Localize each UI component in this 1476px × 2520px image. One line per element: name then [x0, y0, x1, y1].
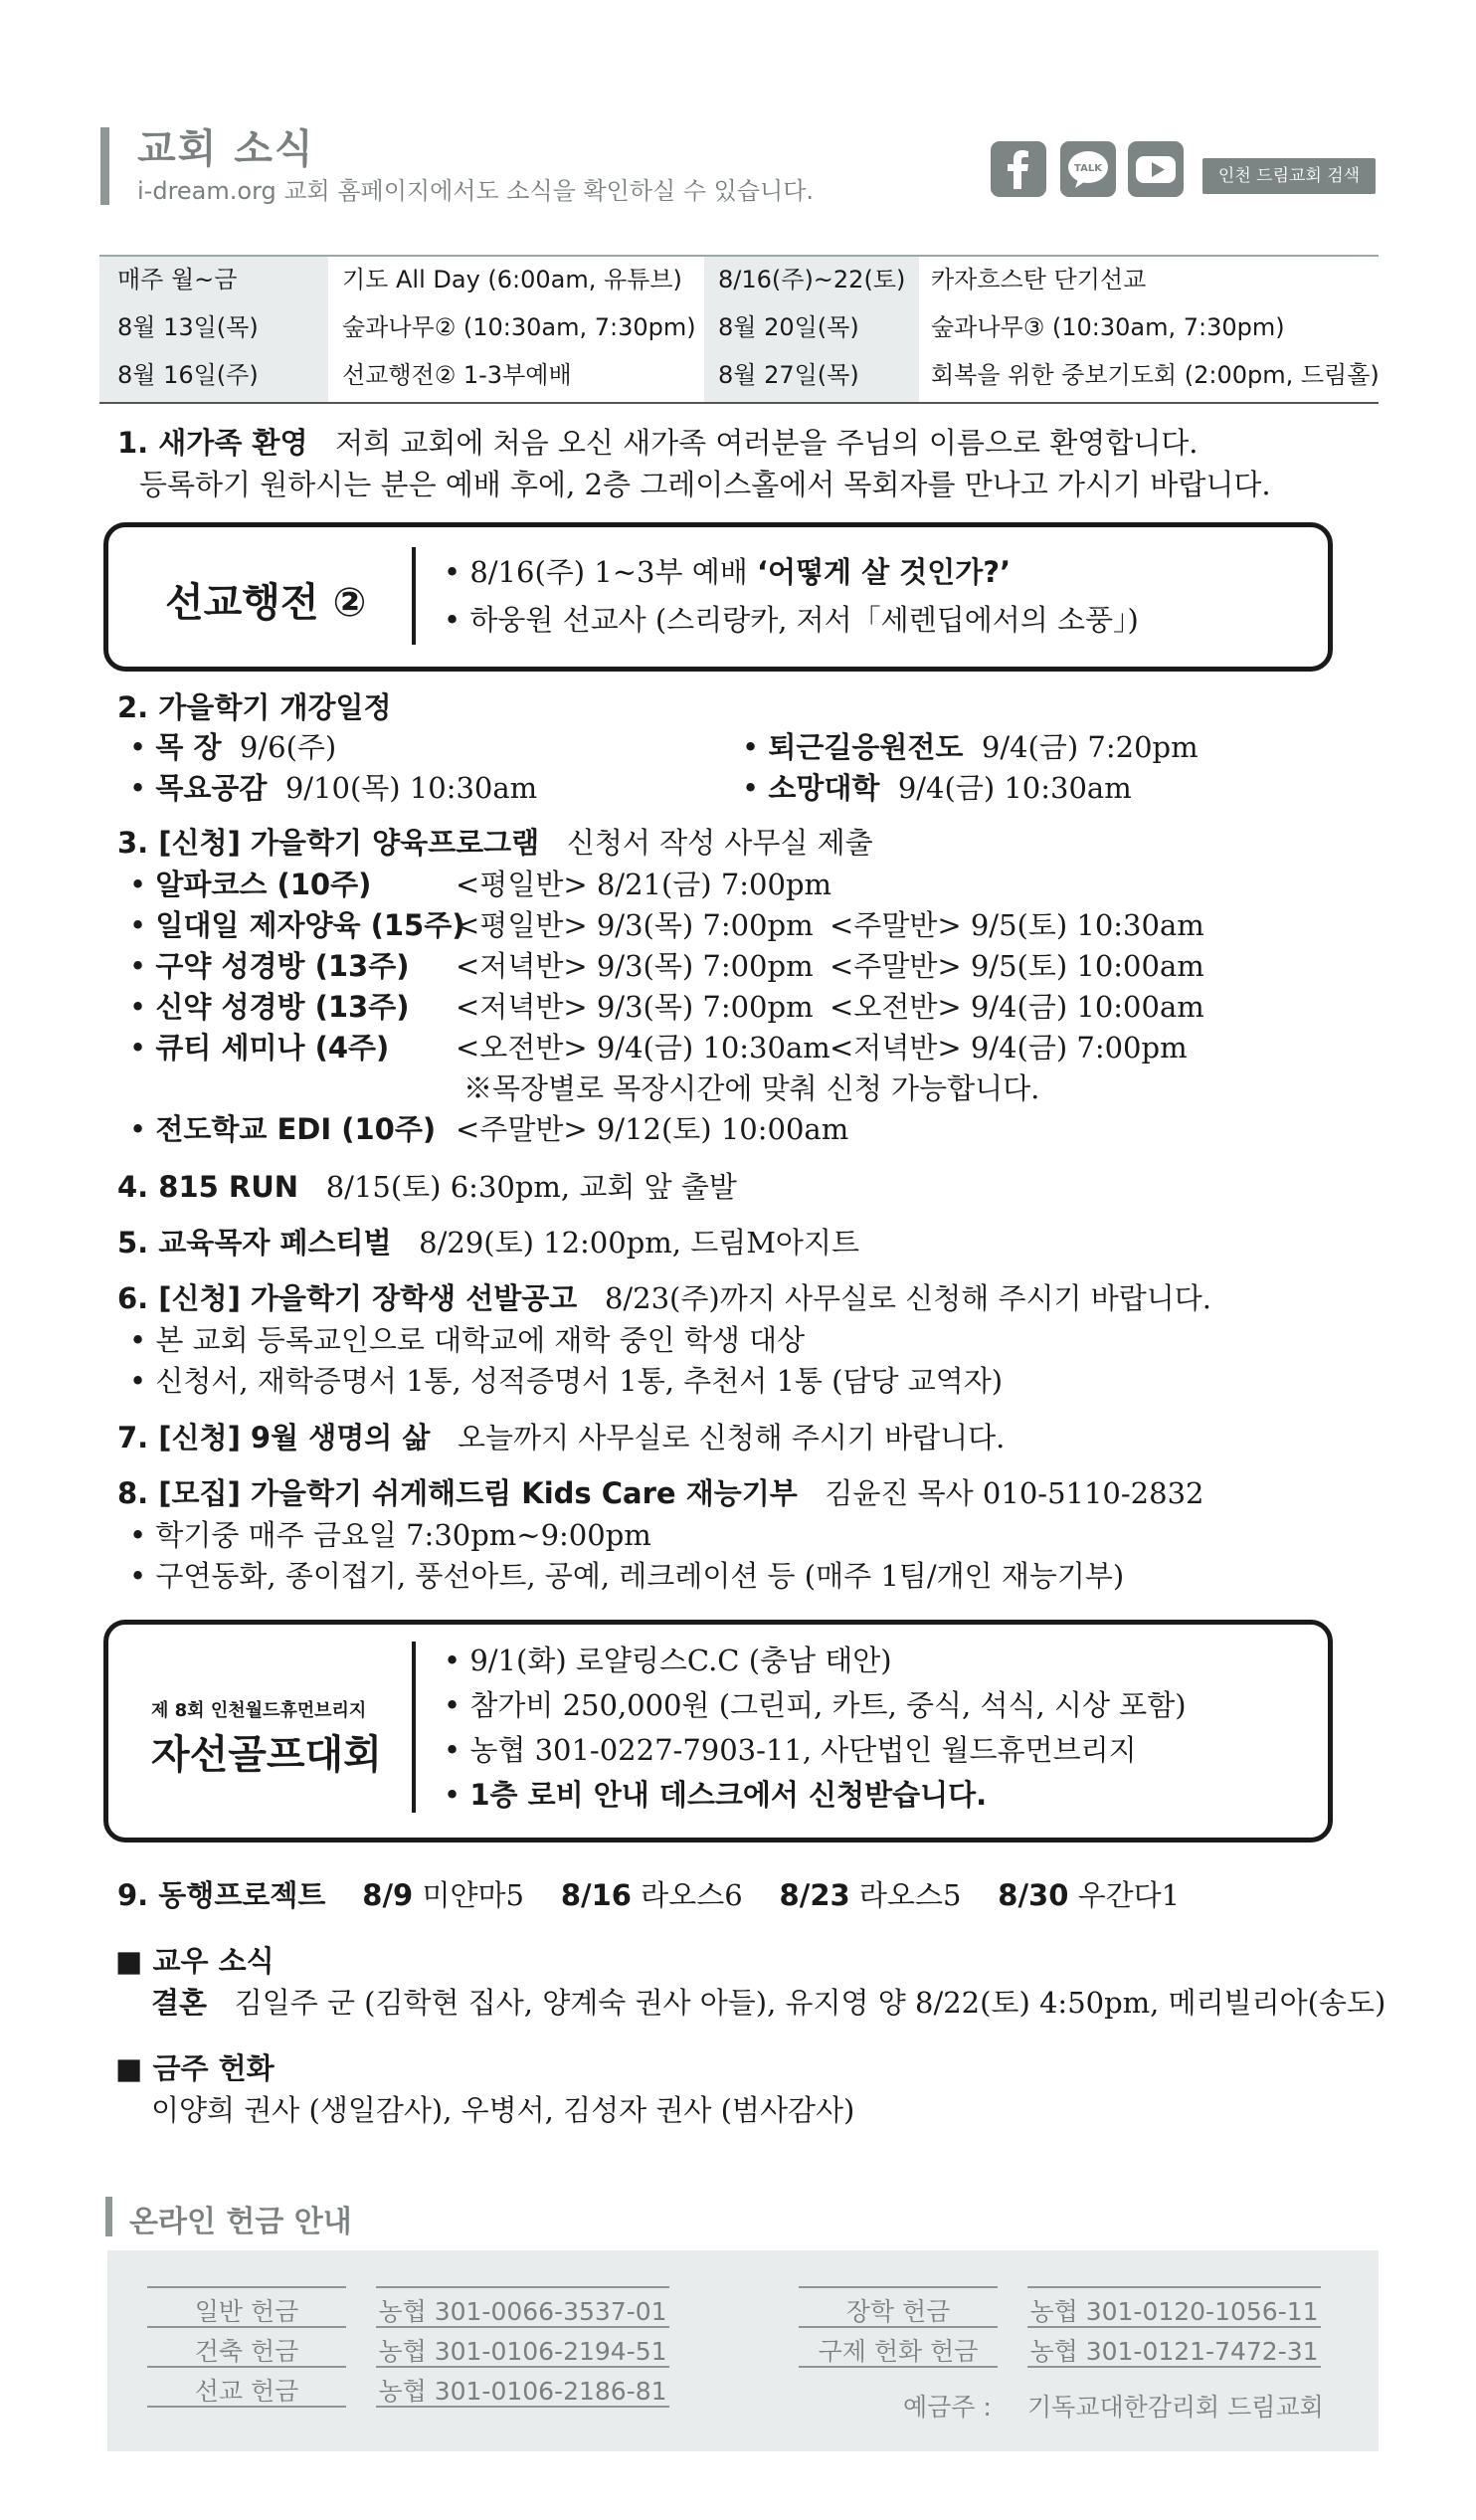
- item-3-note: 신청서 작성 사무실 제출: [566, 826, 873, 860]
- golf-bullet: • 1층 로비 안내 데스크에서 신청받습니다.: [444, 1778, 988, 1812]
- item-6-title: 6. [신청] 가을학기 장학생 선발공고: [117, 1281, 578, 1315]
- page-subtitle: i-dream.org 교회 홈페이지에서도 소식을 확인하실 수 있습니다.: [137, 177, 815, 205]
- item-1: [117, 424, 1198, 462]
- item-7-text: 오늘까지 사무실로 신청해 주시기 바랍니다.: [458, 1421, 1006, 1454]
- item-1-text-2: 등록하기 원하시는 분은 예배 후에, 2층 그레이스홀에서 목회자를 만나고 가시기 바랍니다.: [139, 468, 1271, 501]
- golf-box-small: 제 8회 인천월드휴먼브리지: [151, 1700, 367, 1721]
- project-date: 8/30: [998, 1878, 1069, 1912]
- program-row: • 일대일 제자양육 (15주): [129, 908, 465, 942]
- bullet-text: 농협 301-0227-7903-11, 사단법인 월드휴먼브리지: [469, 1733, 1137, 1767]
- schedule-cell: 기도 All Day (6:00am, 유튜브): [342, 266, 682, 293]
- program-s2: <저녁반> 9/4(금) 7:00pm: [830, 1031, 1188, 1065]
- divider: [1027, 2366, 1321, 2368]
- online-giving-panel: [107, 2250, 1379, 2451]
- giving-label: 건축 헌금: [194, 2337, 299, 2366]
- giving-label: 일반 헌금: [194, 2297, 299, 2326]
- project-place: 우간다1: [1077, 1878, 1181, 1912]
- mission-line-1: • 8/16(주) 1~3부 예배 ‘어떻게 살 것인가?’: [444, 555, 1012, 589]
- divider: [147, 2366, 346, 2368]
- item-1-text: 저희 교회에 처음 오신 새가족 여러분을 주님의 이름으로 환영합니다.: [335, 426, 1199, 460]
- item-8-text: 김윤진 목사 010-5110-2832: [825, 1476, 1204, 1510]
- entry-name: 목 장: [155, 730, 222, 764]
- divider: [147, 2406, 346, 2408]
- bullet-text: 참가비 250,000원 (그린피, 카트, 중식, 석식, 시상 포함): [469, 1688, 1187, 1722]
- item-2-entry: • 목 장 9/6(주): [129, 730, 337, 764]
- program-name: 알파코스 (10주): [155, 868, 372, 901]
- item-9-title: 9. 동행프로젝트: [117, 1878, 326, 1912]
- program-name: 큐티 세미나 (4주): [155, 1031, 390, 1065]
- golf-bullet: • 참가비 250,000원 (그린피, 카트, 중식, 석식, 시상 포함): [444, 1688, 1187, 1722]
- schedule-cell: 선교행전② 1-3부예배: [342, 361, 572, 389]
- divider: [799, 2286, 998, 2288]
- schedule-cell: 8/16(주)~22(토): [718, 266, 906, 293]
- program-row: • 큐티 세미나 (4주): [129, 1031, 390, 1065]
- program-row: • 구약 성경방 (13주): [129, 949, 410, 983]
- schedule-cell: 8월 20일(목): [718, 313, 859, 341]
- news-text: 김일주 군 (김학현 집사, 양계숙 권사 아들), 유지영 양 8/22(토) 4:50pm, 메리빌리아(송도): [234, 1986, 1386, 2020]
- project-place: 미얀마5: [422, 1878, 524, 1912]
- item-3: [117, 824, 873, 862]
- project-place: 라오스5: [858, 1878, 962, 1912]
- giving-label: 장학 헌금: [845, 2297, 951, 2326]
- program-s1: <주말반> 9/12(토) 10:00am: [456, 1112, 849, 1146]
- schedule-cell: 8월 27일(목): [718, 361, 859, 389]
- bullet-text: 구연동화, 종이접기, 풍선아트, 공예, 레크레이션 등 (매주 1팀/개인 재능기부): [155, 1559, 1125, 1593]
- schedule-cell: 카자흐스탄 단기선교: [931, 266, 1147, 293]
- program-row: • 신약 성경방 (13주): [129, 990, 410, 1024]
- schedule-cell: 숲과나무③ (10:30am, 7:30pm): [931, 313, 1285, 341]
- giving-account: 농협 301-0121-7472-31: [1029, 2337, 1319, 2366]
- project-date: 8/23: [779, 1878, 850, 1912]
- bullet-text: 학기중 매주 금요일 7:30pm~9:00pm: [155, 1518, 651, 1552]
- footer-title: 온라인 헌금 안내: [129, 2205, 352, 2239]
- giving-account: 농협 301-0106-2186-81: [378, 2377, 667, 2406]
- search-badge[interactable]: 인천 드림교회 검색: [1202, 158, 1376, 194]
- item-6: [117, 1279, 1211, 1317]
- mission-line-1-bold: ‘어떻게 살 것인가?’: [757, 555, 1012, 589]
- bullet-text: 1층 로비 안내 데스크에서 신청받습니다.: [469, 1778, 988, 1812]
- account-holder-label: 예금주 :: [903, 2393, 992, 2422]
- item-2-entry: • 퇴근길응원전도 9/4(금) 7:20pm: [742, 730, 1199, 764]
- divider: [376, 2366, 669, 2368]
- item-6-text: 8/23(주)까지 사무실로 신청해 주시기 바랍니다.: [604, 1281, 1212, 1315]
- schedule-cell: 회복을 위한 중보기도회 (2:00pm, 드림홀): [931, 361, 1380, 389]
- giving-account: 농협 301-0066-3537-01: [378, 2297, 667, 2326]
- item-8-bullet: • 학기중 매주 금요일 7:30pm~9:00pm: [129, 1518, 651, 1552]
- news-label: 결혼: [151, 1986, 208, 2020]
- item-6-bullet: • 신청서, 재학증명서 1통, 성적증명서 1통, 추천서 1통 (담당 교역자): [129, 1364, 1004, 1398]
- entry-date: 9/6(주): [239, 730, 337, 764]
- schedule-cell: 숲과나무② (10:30am, 7:30pm): [342, 313, 696, 341]
- giving-label: 구제 헌화 헌금: [818, 2337, 979, 2366]
- schedule-cell: 8월 16일(주): [117, 361, 259, 389]
- mission-line-1-text: 8/16(주) 1~3부 예배: [469, 555, 748, 589]
- divider: [799, 2326, 998, 2328]
- offering-text: 이양희 권사 (생일감사), 우병서, 김성자 권사 (범사감사): [151, 2093, 855, 2127]
- project-date: 8/16: [560, 1878, 632, 1912]
- divider: [147, 2286, 346, 2288]
- page-title: 교회 소식: [137, 126, 315, 172]
- item-6-bullet: • 본 교회 등록교인으로 대학교에 재학 중인 학생 대상: [129, 1323, 806, 1357]
- kakaotalk-icon[interactable]: [1060, 141, 1116, 197]
- divider: [1027, 2286, 1321, 2288]
- kakaotalk-label: TALK: [1074, 163, 1102, 174]
- youtube-icon[interactable]: [1128, 141, 1184, 197]
- project-date: 8/9: [362, 1878, 414, 1912]
- facebook-icon[interactable]: [991, 141, 1046, 197]
- item-8-bullet: • 구연동화, 종이접기, 풍선아트, 공예, 레크레이션 등 (매주 1팀/개인 재능기부): [129, 1559, 1125, 1593]
- item-5: [117, 1224, 859, 1261]
- header-accent-bar: [100, 127, 109, 205]
- item-5-title: 5. 교육목자 페스티벌: [117, 1226, 392, 1260]
- item-7-title: 7. [신청] 9월 생명의 삶: [117, 1421, 431, 1454]
- bullet-text: 신청서, 재학증명서 1통, 성적증명서 1통, 추천서 1통 (담당 교역자): [155, 1364, 1004, 1398]
- entry-name: 소망대학: [768, 771, 880, 805]
- program-s2: <오전반> 9/4(금) 10:00am: [830, 990, 1204, 1024]
- footer-accent-bar: [105, 2197, 112, 2236]
- divider: [376, 2326, 669, 2328]
- news-title: ■ 교우 소식: [115, 1944, 275, 1978]
- divider: [1027, 2326, 1321, 2328]
- golf-box-divider: [412, 1642, 416, 1813]
- item-4-text: 8/15(토) 6:30pm, 교회 앞 출발: [325, 1170, 737, 1204]
- divider: [376, 2286, 669, 2288]
- program-s1: <평일반> 8/21(금) 7:00pm: [456, 868, 832, 901]
- item-3-title: 3. [신청] 가을학기 양육프로그램: [117, 826, 540, 860]
- program-name: 일대일 제자양육 (15주): [155, 908, 465, 942]
- item-4-title: 4. 815 RUN: [117, 1170, 299, 1204]
- item-2-title: 2. 가을학기 개강일정: [117, 690, 392, 724]
- divider: [376, 2406, 669, 2408]
- item-7: [117, 1419, 1005, 1456]
- mission-box-title: 선교행전 ②: [165, 580, 367, 626]
- entry-date: 9/4(금) 10:30am: [897, 771, 1132, 805]
- account-holder: 기독교대한감리회 드림교회: [1027, 2393, 1324, 2422]
- golf-bullet: • 농협 301-0227-7903-11, 사단법인 월드휴먼브리지: [444, 1733, 1137, 1767]
- giving-label: 선교 헌금: [194, 2377, 299, 2406]
- schedule-cell: 8월 13일(목): [117, 313, 259, 341]
- item-8-title: 8. [모집] 가을학기 쉬게해드림 Kids Care 재능기부: [117, 1476, 798, 1510]
- item-4: [117, 1168, 737, 1206]
- item-2-entry: • 소망대학 9/4(금) 10:30am: [742, 771, 1132, 805]
- program-name: 구약 성경방 (13주): [155, 949, 410, 983]
- bullet-text: 9/1(화) 로얄링스C.C (충남 태안): [469, 1644, 892, 1677]
- mission-box-divider: [412, 547, 416, 645]
- schedule-cell: 매주 월~금: [117, 266, 238, 293]
- offering-title: ■ 금주 헌화: [115, 2051, 275, 2085]
- program-s2: <주말반> 9/5(토) 10:30am: [830, 908, 1204, 942]
- program-row: • 전도학교 EDI (10주): [129, 1112, 437, 1146]
- mission-line-2-text: 하웅원 선교사 (스리랑카, 저서「세렌딥에서의 소풍」): [469, 603, 1139, 637]
- giving-account: 농협 301-0106-2194-51: [378, 2337, 667, 2366]
- item-9: [117, 1876, 1180, 1914]
- entry-name: 퇴근길응원전도: [768, 730, 964, 764]
- project-place: 라오스6: [641, 1878, 743, 1912]
- divider: [147, 2326, 346, 2328]
- program-s1: <저녁반> 9/3(목) 7:00pm: [456, 949, 814, 983]
- item-1-title: 1. 새가족 환영: [117, 426, 308, 460]
- golf-bullet: • 9/1(화) 로얄링스C.C (충남 태안): [444, 1644, 892, 1677]
- program-row: • 알파코스 (10주): [129, 868, 372, 901]
- giving-account: 농협 301-0120-1056-11: [1029, 2297, 1319, 2326]
- item-5-text: 8/29(토) 12:00pm, 드림M아지트: [419, 1226, 859, 1260]
- news-line: [151, 1984, 1385, 2022]
- program-name: 전도학교 EDI (10주): [155, 1112, 437, 1146]
- divider: [799, 2366, 998, 2368]
- program-s2: <주말반> 9/5(토) 10:00am: [830, 949, 1204, 983]
- entry-name: 목요공감: [155, 771, 268, 805]
- schedule-table: [99, 255, 1379, 404]
- program-remark: ※목장별로 목장시간에 맞춰 신청 가능합니다.: [463, 1071, 1040, 1105]
- program-s1: <오전반> 9/4(금) 10:30am: [456, 1031, 830, 1065]
- bullet-text: 본 교회 등록교인으로 대학교에 재학 중인 학생 대상: [155, 1323, 806, 1357]
- item-2-entry: • 목요공감 9/10(목) 10:30am: [129, 771, 538, 805]
- item-8: [117, 1474, 1203, 1512]
- entry-date: 9/10(목) 10:30am: [284, 771, 538, 805]
- program-s1: <평일반> 9/3(목) 7:00pm: [456, 908, 814, 942]
- golf-box-title: 자선골프대회: [151, 1732, 382, 1778]
- entry-date: 9/4(금) 7:20pm: [981, 730, 1199, 764]
- program-name: 신약 성경방 (13주): [155, 990, 410, 1024]
- mission-line-2: • 하웅원 선교사 (스리랑카, 저서「세렌딥에서의 소풍」): [444, 603, 1139, 637]
- program-s1: <저녁반> 9/3(목) 7:00pm: [456, 990, 814, 1024]
